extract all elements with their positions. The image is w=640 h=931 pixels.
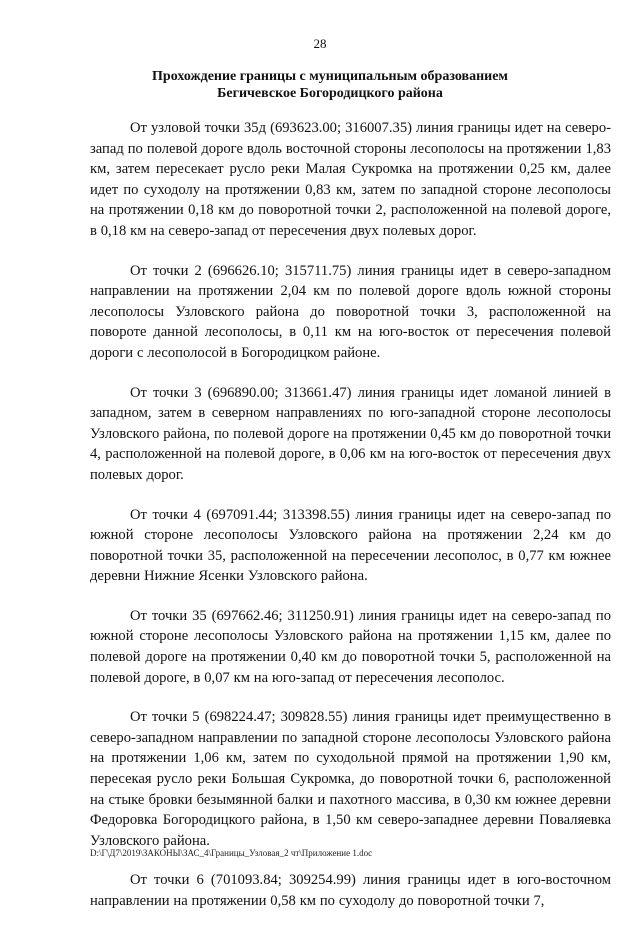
footer-file-path: D:\Г\Д7\2019\ЗАКОНЫ\ЗАС_4\Границы_Узловая_2 чт\Приложение 1.doc xyxy=(90,848,373,858)
section-heading-line-1: Прохождение границы с муниципальным образованием xyxy=(152,69,508,84)
paragraph-point-3: От точки 3 (696890.00; 313661.47) линия границы идет ломаной линией в западном, затем в северном направлениях по юго-западной стороне лесополосы Узловского района, по полевой дороге на протяжении 0,45 км до поворотной точки 4, расположенной на полевой дороге, в 0,06 км на юго-восток от пересечения двух полевых дорог. xyxy=(90,384,611,483)
paragraph-point-5: От точки 5 (698224.47; 309828.55) линия границы идет преимущественно в северо-западном направлении по западной стороне лесополосы Узловского района на протяжении 1,06 км, затем по суходольной прямой на протяжении 1,90 км, пересекая русло реки Большая Сукромка, до поворотной точки 6, расположенной на стыке бровки безымянной балки и пахотного массива, в 0,30 км южнее деревни Федоровка Богородицкого района, в 1,50 км северо-западнее деревни Поваляевка Узловского района. xyxy=(90,709,611,849)
paragraph-point-2: От точки 2 (696626.10; 315711.75) линия границы идет в северо-западном направлении на протяжении 2,04 км по полевой дороге вдоль южной стороны лесополосы Узловского района до поворотной точки 3, расположенной на повороте данной лесополосы, в 0,11 км на юго-восток от пересечения полевой дороги с лесополосой в Богородицком районе. xyxy=(90,262,611,361)
section-heading-line-2: Бегичевское Богородицкого района xyxy=(217,86,443,101)
section-heading xyxy=(90,68,570,102)
paragraph-point-35d: От узловой точки 35д (693623.00; 316007.35) линия границы идет на северо-запад по полевой дороге вдоль восточной стороны лесополосы на протяжении 1,83 км, затем пересекает русло реки Малая Сукромка на протяжении 0,25 км, далее идет по суходолу на протяжении 0,83 км, затем по западной стороне лесополосы на протяжении 0,18 км до поворотной точки 2, расположенной на полевой дороге, в 0,18 км на северо-запад от пересечения двух полевых дорог. xyxy=(90,120,611,239)
body-text xyxy=(90,118,611,931)
paragraph-point-35: От точки 35 (697662.46; 311250.91) линия границы идет на северо-запад по южной стороне лесополосы Узловского района на протяжении 1,15 км, далее по полевой дороге на протяжении 0,40 км до поворотной точки 5, расположенной на полевой дороге, в 0,07 км на юго-запад от пересечения лесополос. xyxy=(90,607,611,686)
page-number: 28 xyxy=(313,36,327,51)
paragraph-point-4: От точки 4 (697091.44; 313398.55) линия границы идет на северо-запад по южной стороне лесополосы Узловского района на протяжении 2,24 км до поворотной точки 35, расположенной на пересечении лесополос, в 0,77 км южнее деревни Нижние Ясенки Узловского района. xyxy=(90,506,611,585)
paragraph-point-6: От точки 6 (701093.84; 309254.99) линия границы идет в юго-восточном направлении на протяжении 0,58 км по суходолу до поворотной точки 7, xyxy=(90,872,611,909)
